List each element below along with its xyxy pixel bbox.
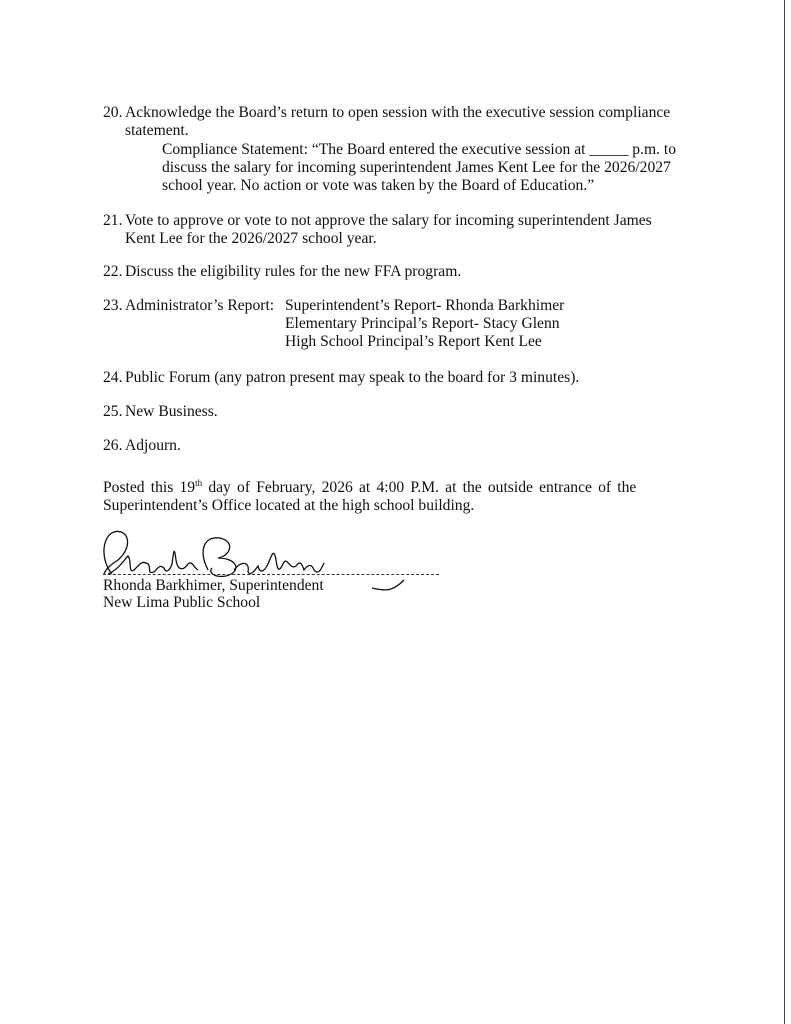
signature-line bbox=[103, 574, 439, 575]
compliance-statement: discuss the salary for incoming superintendent James Kent Lee for the 2026/2027 bbox=[162, 159, 671, 176]
page-edge bbox=[784, 0, 785, 1024]
item-label: Administrator’s Report: bbox=[125, 297, 275, 314]
item-text: Vote to approve or vote to not approve the salary for incoming superintendent James bbox=[125, 212, 652, 229]
item-text: Adjourn. bbox=[125, 437, 181, 454]
posted-line-2: Superintendent’s Office located at the high school building. bbox=[103, 497, 475, 514]
item-number: 24. bbox=[103, 369, 123, 386]
item-number: 22. bbox=[103, 263, 123, 280]
posted-line-1 bbox=[103, 479, 636, 497]
posted-text: Posted this 19 bbox=[103, 479, 196, 496]
posted-text: day of February, 2026 at 4:00 P.M. at the outside entrance of the bbox=[202, 479, 637, 496]
ordinal-suffix: th bbox=[195, 477, 203, 488]
item-number: 26. bbox=[103, 437, 123, 454]
report-line: Elementary Principal’s Report- Stacy Glenn bbox=[285, 315, 560, 332]
item-text: Public Forum (any patron present may speak to the board for 3 minutes). bbox=[125, 369, 580, 386]
report-line: Superintendent’s Report- Rhonda Barkhimer bbox=[285, 297, 565, 314]
item-number: 25. bbox=[103, 403, 123, 420]
school-name: New Lima Public School bbox=[103, 594, 261, 611]
item-number: 20. bbox=[103, 104, 123, 121]
report-line: High School Principal’s Report Kent Lee bbox=[285, 333, 542, 350]
compliance-statement: Compliance Statement: “The Board entered the executive session at _____ p.m. to bbox=[162, 141, 677, 158]
item-text: statement. bbox=[125, 122, 189, 139]
signer-name: Rhonda Barkhimer, Superintendent bbox=[103, 577, 324, 594]
item-text: Discuss the eligibility rules for the new FFA program. bbox=[125, 263, 462, 280]
item-number: 23. bbox=[103, 297, 123, 314]
item-text: Acknowledge the Board’s return to open session with the executive session compliance bbox=[125, 104, 671, 121]
item-text: Kent Lee for the 2026/2027 school year. bbox=[125, 230, 377, 247]
compliance-statement: school year. No action or vote was taken by the Board of Education.” bbox=[162, 177, 595, 194]
item-number: 21. bbox=[103, 212, 123, 229]
item-text: New Business. bbox=[125, 403, 218, 420]
